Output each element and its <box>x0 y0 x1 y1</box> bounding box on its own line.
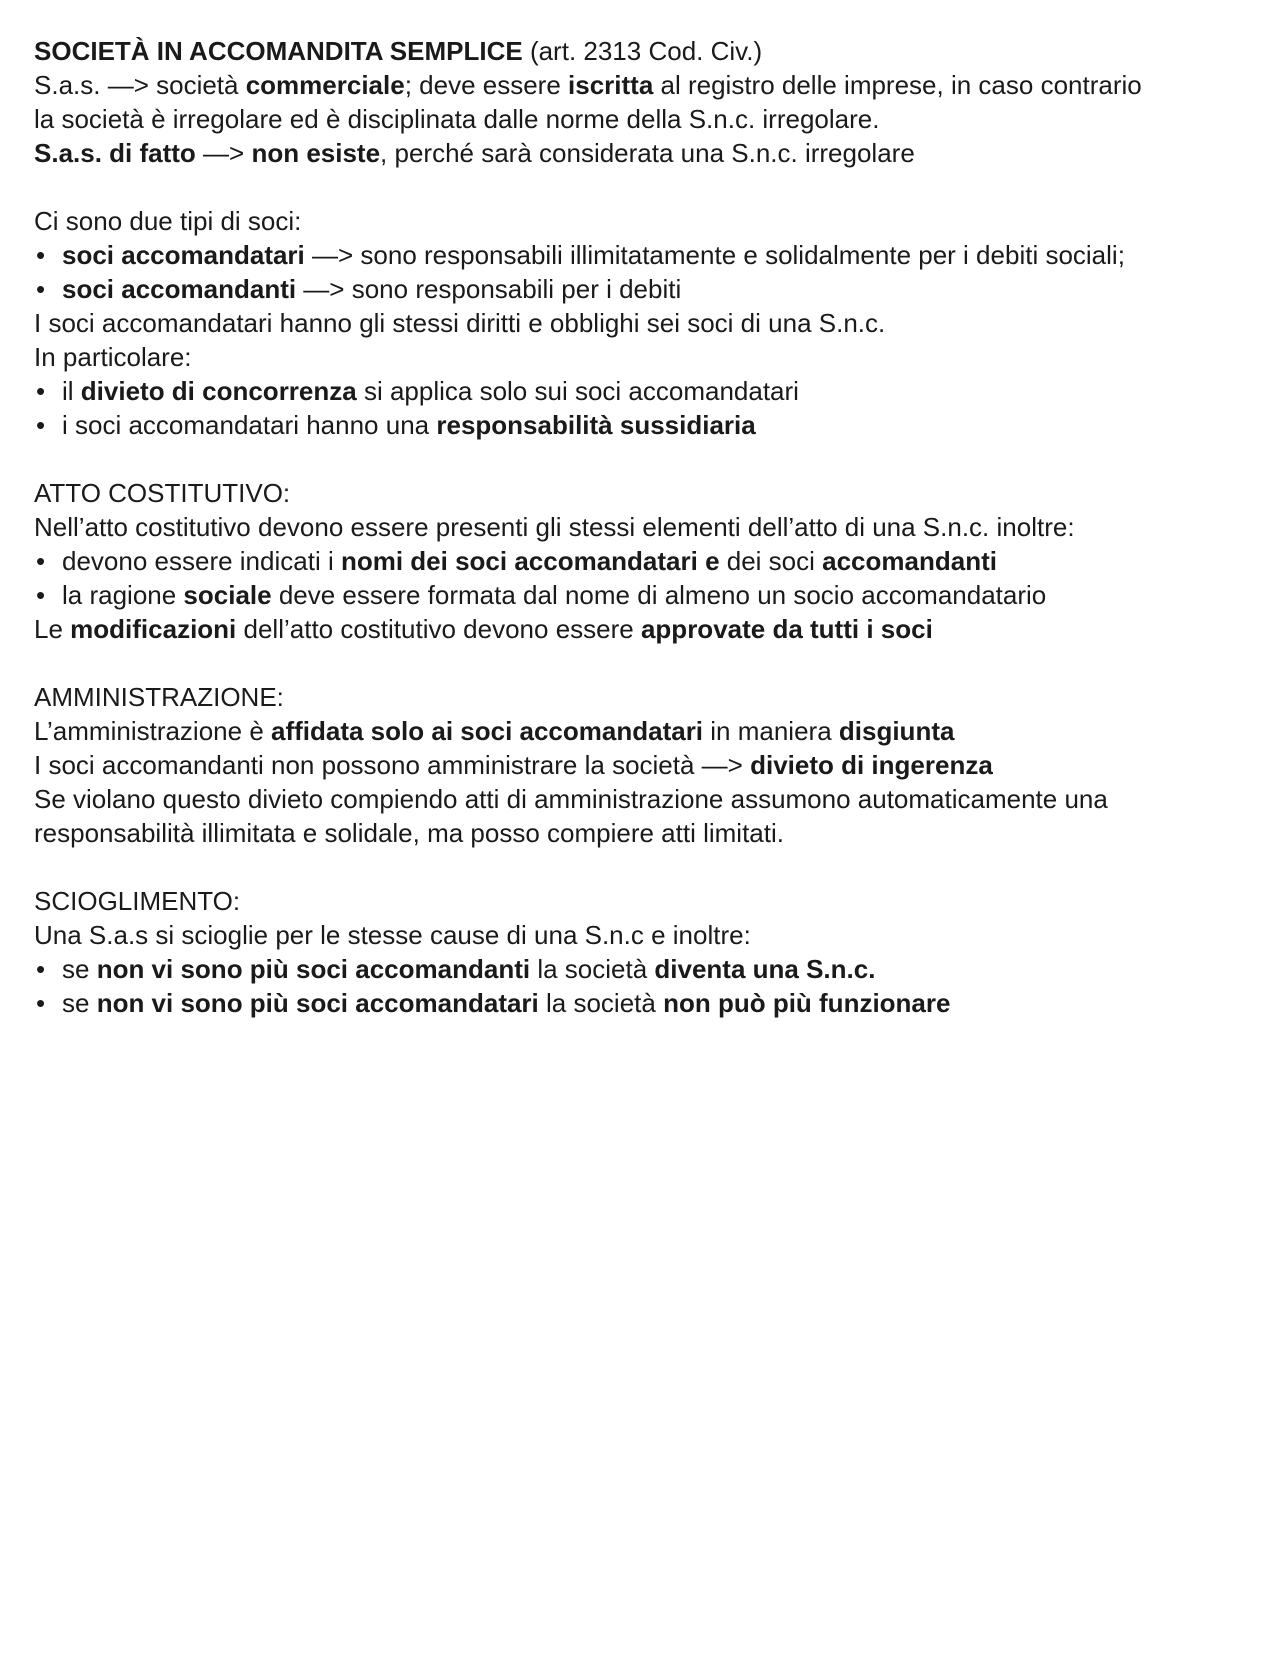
text-span: devono essere indicati i <box>62 546 341 576</box>
list-item <box>34 544 1254 578</box>
title-rest: (art. 2313 Cod. Civ.) <box>522 36 763 66</box>
text-span: in maniera <box>703 716 839 746</box>
bold-span: approvate da tutti i soci <box>640 614 933 644</box>
bold-span: non esiste <box>251 138 381 168</box>
bold-span: accomandanti <box>822 546 997 576</box>
bullet-icon: • <box>36 376 46 406</box>
list-item <box>34 408 1254 442</box>
list-item-text <box>62 952 875 986</box>
amm-line-3: Se violano questo divieto compiendo atti di amministrazione assumono automaticamente una <box>34 784 1108 814</box>
bold-span: modificazioni <box>70 614 237 644</box>
bold-span: iscritta <box>568 70 654 100</box>
text-span: , perché sarà considerata una S.n.c. irregolare <box>380 138 915 168</box>
amm-line-4: responsabilità illimitata e solidale, ma posso compiere atti limitati. <box>34 818 784 848</box>
list-item-text <box>62 238 1125 272</box>
sciog-line-1: Una S.a.s si scioglie per le stesse cause di una S.n.c e inoltre: <box>34 920 751 950</box>
bullet-icon: • <box>36 954 46 984</box>
list-item-text <box>62 374 799 408</box>
bold-span: affidata solo ai soci accomandatari <box>271 716 704 746</box>
bold-span: diventa una S.n.c. <box>654 954 876 984</box>
document-page <box>34 34 1254 1020</box>
list-item <box>34 578 1254 612</box>
amm-line-1 <box>34 714 1254 748</box>
list-item <box>34 272 1254 306</box>
text-span: deve essere formata dal nome di almeno un socio accomandatario <box>271 580 1047 610</box>
atto-line-4 <box>34 612 1254 646</box>
text-span: la società <box>538 988 664 1018</box>
bold-span: nomi dei soci accomandatari e <box>340 546 720 576</box>
bold-span: divieto di ingerenza <box>750 750 993 780</box>
text-span: —> sono responsabili per i debiti <box>296 274 682 304</box>
bullet-icon: • <box>36 988 46 1018</box>
bold-span: divieto di concorrenza <box>80 376 357 406</box>
bold-span: non vi sono più soci accomandatari <box>96 988 539 1018</box>
soci-intro: Ci sono due tipi di soci: <box>34 206 302 236</box>
bullet-icon: • <box>36 410 46 440</box>
section-heading-scioglimento: SCIOGLIMENTO: <box>34 886 241 916</box>
bold-span: responsabilità sussidiaria <box>436 410 756 440</box>
text-span: il <box>62 376 81 406</box>
intro-line-3 <box>34 136 1254 170</box>
text-span: i soci accomandatari hanno una <box>62 410 437 440</box>
bullet-icon: • <box>36 274 46 304</box>
bold-span: non può più funzionare <box>663 988 951 1018</box>
amm-line-2 <box>34 748 1254 782</box>
bold-span: soci accomandatari <box>62 240 305 270</box>
soci-line-4: In particolare: <box>34 342 192 372</box>
bullet-icon: • <box>36 546 46 576</box>
spacer <box>34 170 1254 204</box>
bold-span: non vi sono più soci accomandanti <box>96 954 531 984</box>
list-item-text <box>62 544 997 578</box>
text-span: si applica solo sui soci accomandatari <box>356 376 799 406</box>
intro-line-1 <box>34 68 1254 102</box>
text-span: dei soci <box>719 546 823 576</box>
atto-line-1: Nell’atto costitutivo devono essere presenti gli stessi elementi dell’atto di una S.n.c. inoltre: <box>34 512 1075 542</box>
title-bold: SOCIETÀ IN ACCOMANDITA SEMPLICE <box>34 36 523 66</box>
text-span: dell’atto costitutivo devono essere <box>236 614 641 644</box>
intro-line-2: la società è irregolare ed è disciplinata dalle norme della S.n.c. irregolare. <box>34 104 880 134</box>
bullet-icon: • <box>36 580 46 610</box>
list-item-text <box>62 408 756 442</box>
list-item-text <box>62 986 950 1020</box>
text-span: al registro delle imprese, in caso contrario <box>653 70 1142 100</box>
list-item <box>34 986 1254 1020</box>
soci-line-3: I soci accomandatari hanno gli stessi diritti e obblighi sei soci di una S.n.c. <box>34 308 886 338</box>
bold-span: soci accomandanti <box>62 274 297 304</box>
text-span: se <box>62 954 97 984</box>
text-span: la ragione <box>62 580 184 610</box>
text-span: —> <box>195 138 252 168</box>
text-span: Le <box>34 614 71 644</box>
document-title <box>34 34 1254 68</box>
text-span: se <box>62 988 97 1018</box>
spacer <box>34 442 1254 476</box>
section-heading-atto: ATTO COSTITUTIVO: <box>34 478 291 508</box>
text-span: I soci accomandanti non possono amministrare la società —> <box>34 750 751 780</box>
text-span: S.a.s. —> società <box>34 70 246 100</box>
text-span: L’amministrazione è <box>34 716 271 746</box>
text-span: ; deve essere <box>404 70 569 100</box>
bold-span: S.a.s. di fatto <box>34 138 196 168</box>
bold-span: sociale <box>183 580 272 610</box>
list-item <box>34 952 1254 986</box>
list-item <box>34 374 1254 408</box>
spacer <box>34 850 1254 884</box>
text-span: la società <box>530 954 655 984</box>
spacer <box>34 646 1254 680</box>
text-span: —> sono responsabili illimitatamente e solidalmente per i debiti sociali; <box>304 240 1125 270</box>
section-heading-amministrazione: AMMINISTRAZIONE: <box>34 682 284 712</box>
list-item-text <box>62 578 1046 612</box>
list-item <box>34 238 1254 272</box>
bullet-icon: • <box>36 240 46 270</box>
list-item-text <box>62 272 681 306</box>
bold-span: disgiunta <box>838 716 955 746</box>
bold-span: commerciale <box>245 70 405 100</box>
